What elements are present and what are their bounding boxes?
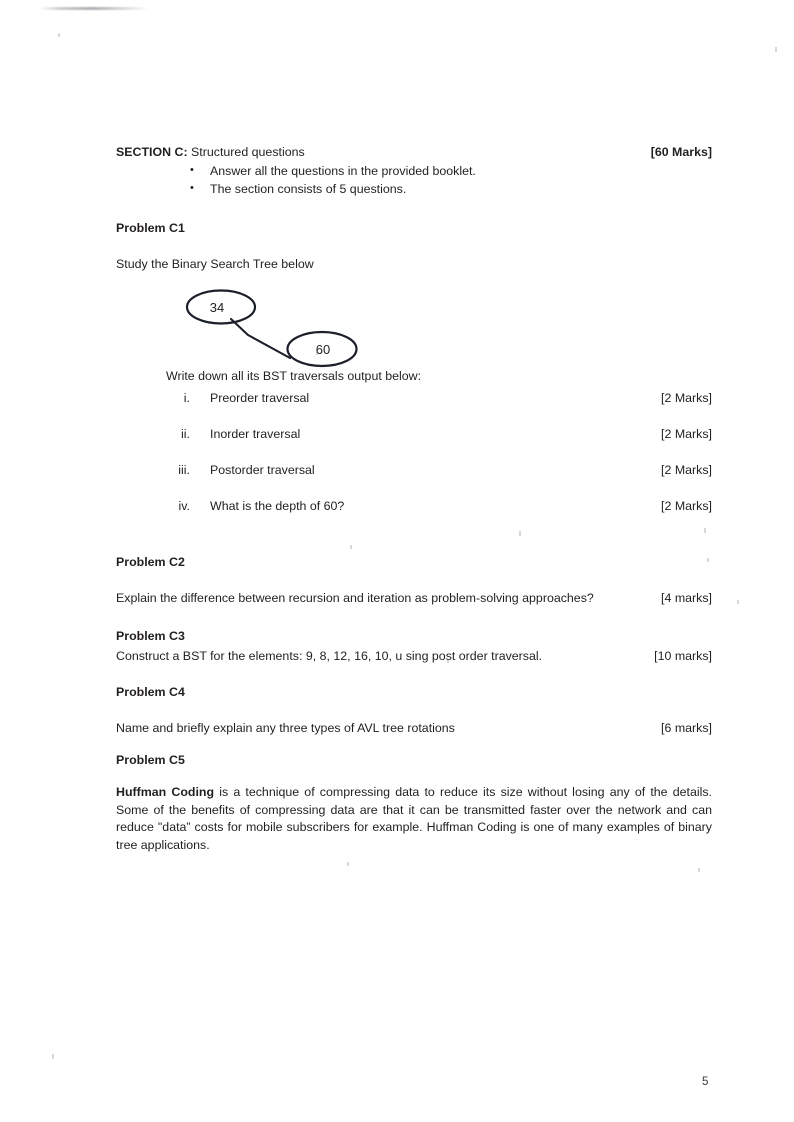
list-item-label: What is the depth of 60? [210, 499, 345, 513]
list-item [116, 498, 712, 514]
problem-c3-title: Problem C3 [116, 629, 185, 643]
scan-artifact-smudge [40, 7, 148, 10]
list-item-marks: [2 Marks] [661, 499, 712, 513]
bst-edge-34-60 [231, 319, 290, 358]
problem-c2-row [116, 590, 712, 606]
list-item-marks: [2 Marks] [661, 463, 712, 477]
problem-c4-title: Problem C4 [116, 685, 185, 699]
document-body [116, 144, 712, 854]
instruction-item: • Answer all the questions in the provided booklet. [116, 163, 712, 181]
problem-c2-text: Explain the difference between recursion and iteration as problem-solving approaches? [116, 591, 594, 605]
bst-diagram-svg [116, 272, 416, 368]
problem-c2-marks: [4 marks] [661, 591, 712, 605]
problem-c3-text: Construct a BST for the elements: 9, 8, 12, 16, 10, u sing post order traversal. [116, 649, 543, 663]
page-number: 5 [702, 1076, 709, 1088]
bst-node-60-label: 60 [315, 342, 331, 357]
section-header [116, 144, 712, 160]
scan-artifact-speck [347, 862, 349, 866]
scan-artifact-speck [57, 33, 60, 37]
list-item-label: Postorder traversal [210, 463, 315, 477]
problem-c1-intro: Study the Binary Search Tree below [116, 257, 314, 271]
problem-c5-title: Problem C5 [116, 753, 185, 767]
list-item-marks: [2 Marks] [661, 427, 712, 441]
scan-artifact-speck [737, 600, 739, 604]
section-marks: [60 Marks] [650, 145, 712, 159]
list-item [116, 390, 712, 406]
problem-c2-title: Problem C2 [116, 555, 185, 569]
scan-artifact-speck [775, 47, 777, 52]
problem-c3-row [116, 648, 712, 664]
list-item-number: iii. [178, 463, 190, 477]
list-item [116, 426, 712, 442]
list-item-label: Inorder traversal [210, 427, 301, 441]
problem-c4-marks: [6 marks] [661, 721, 712, 735]
list-item-marks: [2 Marks] [661, 391, 712, 405]
list-item-number: i. [183, 391, 190, 405]
traversal-list [116, 390, 712, 514]
scan-artifact-speck [52, 1054, 54, 1059]
problem-c1-title: Problem C1 [116, 221, 185, 235]
instruction-item: • The section consists of 5 questions. [116, 181, 712, 199]
problem-c5-body: is a technique of compressing data to reduce its size without losing any of the details. Some of the benefits of compressing data are that it can be transmitted faster over the network and can reduce "data” costs for mobile subscribers for example. Huffman Coding is one of many examples of binary tree applications. [116, 785, 712, 852]
problem-c5-lead: Huffman Coding [116, 785, 215, 799]
problem-c4-text: Name and briefly explain any three types of AVL tree rotations [116, 721, 455, 735]
list-item-number: ii. [181, 427, 190, 441]
section-instructions [116, 163, 712, 198]
problem-c3-marks: [10 marks] [654, 649, 712, 663]
bst-diagram [116, 272, 712, 368]
list-item [116, 462, 712, 478]
traversal-prompt: Write down all its BST traversals output below: [166, 369, 422, 383]
list-item-label: Preorder traversal [210, 391, 310, 405]
problem-c4-row [116, 720, 712, 736]
problem-c5-paragraph [116, 784, 712, 854]
section-title: Structured questions [191, 145, 305, 159]
bst-node-34-label: 34 [209, 300, 225, 315]
scan-artifact-speck [698, 868, 700, 872]
list-item-number: iv. [178, 499, 190, 513]
section-label: SECTION C: [116, 145, 188, 159]
